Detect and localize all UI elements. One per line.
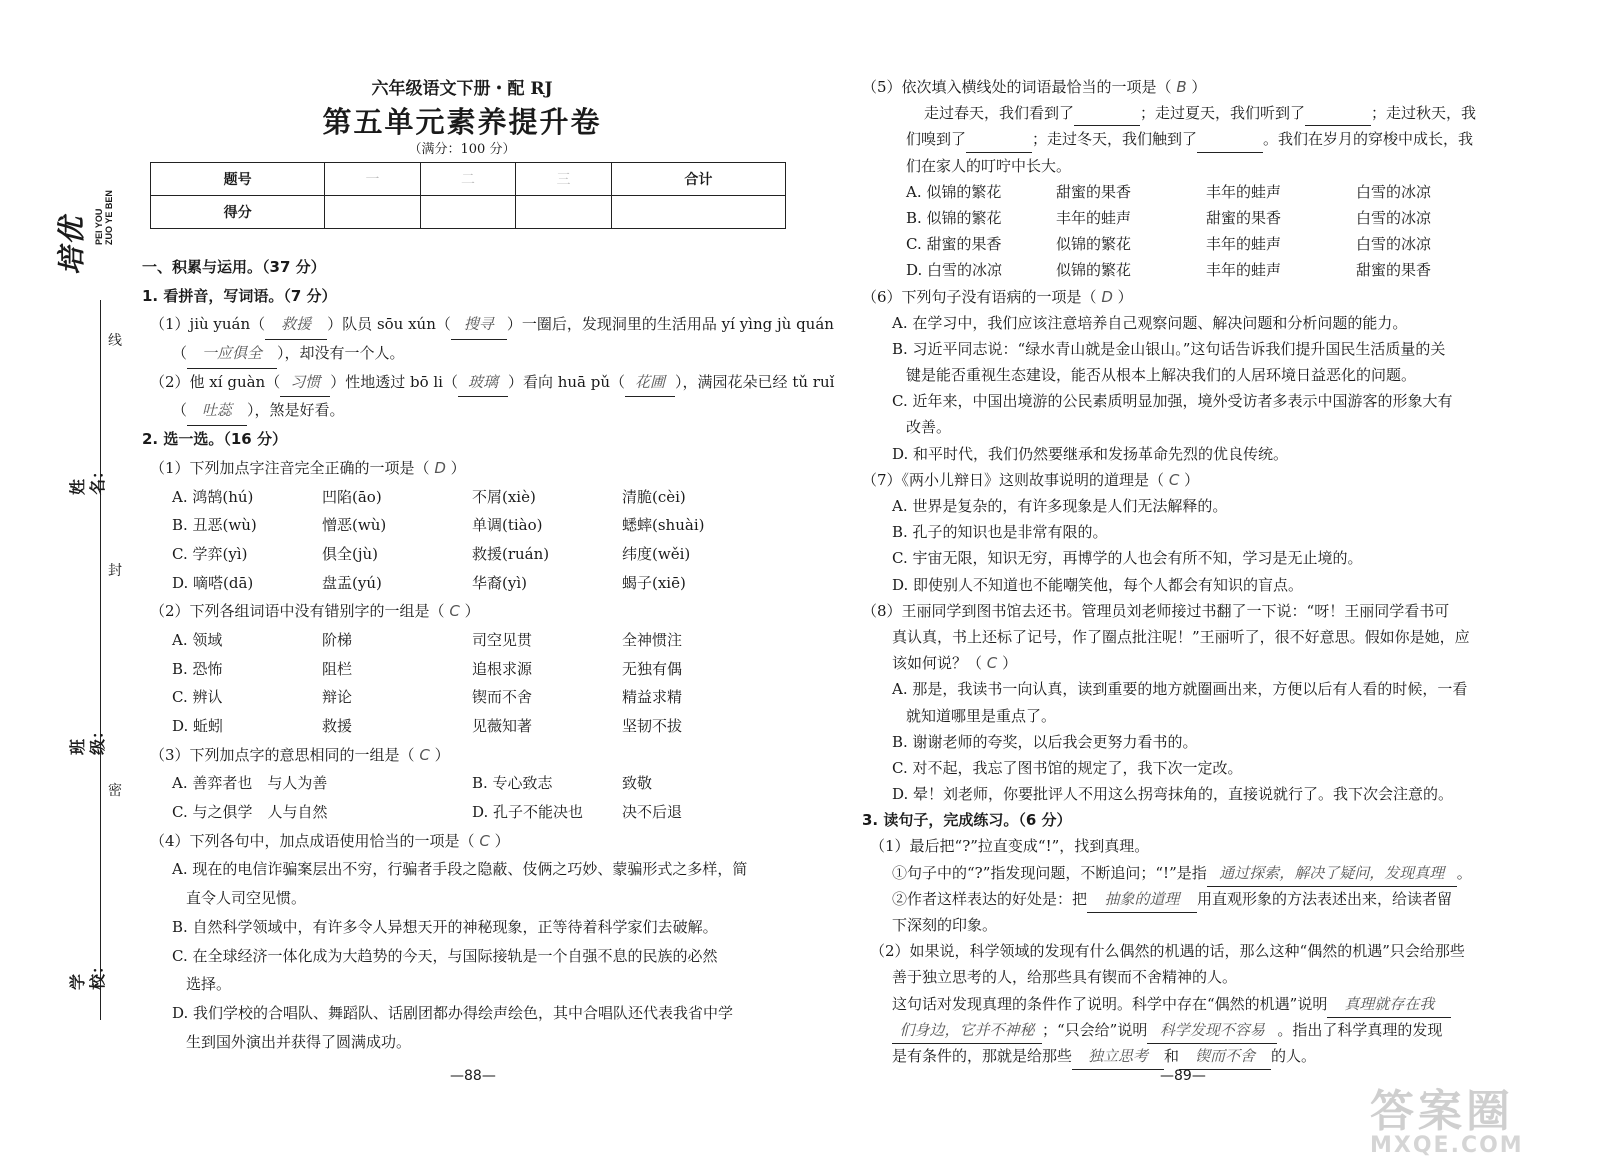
answer: C: [419, 745, 430, 764]
question-line: （2）他 xí guàn（ 习惯 ）性地透过 bō li（ 玻璃 ）看向 huā pǔ（ 花圃 ），满园花朵已经 tǔ ruǐ: [142, 368, 802, 397]
answer: 科学发现不容易: [1147, 1017, 1277, 1044]
answer: 吐蕊: [187, 396, 247, 426]
option-row: B. 恐怖 阻栏 追根求源 无独有偶: [172, 659, 683, 678]
option-line: B. 习近平同志说：“绿水青山就是金山银山。”这句话告诉我们提升国民生活质量的关: [892, 339, 1446, 358]
passage-line: 们在家人的叮咛中长大。: [906, 156, 1072, 175]
passage-line: 走过春天，我们看到了 ；走过夏天，我们听到了 ；走过秋天，我: [862, 100, 1512, 126]
score-input[interactable]: [611, 196, 785, 229]
mark-line: 线: [108, 333, 122, 349]
site-watermark: [1370, 1075, 1570, 1158]
score-table: [150, 162, 786, 229]
answer: C: [986, 654, 998, 673]
option-line: 就知道哪里是重点了。: [906, 706, 1057, 725]
question-line: （ 一应俱全 ），却没有一个人。: [142, 339, 802, 368]
option-line: C. 宇宙无限，知识无穷，再博学的人也会有所不知，学习是无止境的。: [892, 549, 1363, 568]
question-line: 们身边，它并不神秘 ；“只会给”说明 科学发现不容易 。指出了科学真理的发现: [862, 1017, 1512, 1043]
option-row: D. 蚯蚓 救援 见薇知著 坚韧不拔: [172, 717, 683, 735]
question-line: （ 吐蕊 ），煞是好看。: [142, 396, 802, 425]
option-line: B. 孔子的知识也是非常有限的。: [892, 523, 1108, 542]
question-line: ①句子中的“?”指发现问题，不断追问；“!”是指 通过探索，解决了疑问，发现真理 。: [862, 860, 1512, 886]
left-page: [142, 74, 835, 1056]
answer: B: [1176, 78, 1187, 96]
answer: 救援: [265, 310, 327, 340]
option-line: D. 即使别人不知道也不能嘲笑他，每个人都会有知识的盲点。: [892, 575, 1304, 594]
option-row: D. 白雪的冰凉 似锦的繁花 丰年的蛙声 甜蜜的果香: [906, 261, 1432, 280]
score-cell: 题号: [151, 163, 325, 196]
question-heading: 3. 读句子，完成练习。（6 分）: [862, 811, 1072, 830]
option-line: D. 晕！刘老师，你要批评人不用这么拐弯抹角的，直接说就行了。我下次会注意的。: [892, 785, 1454, 804]
sub-question: （1）下列加点字注音完全正确的一项是（ D ）: [150, 458, 466, 477]
answer: 玻璃: [458, 368, 508, 398]
right-page: [862, 74, 1512, 1069]
page-number-left: —88—: [450, 1068, 496, 1084]
sub-question: （6）下列句子没有语病的一项是（ D ）: [862, 287, 1133, 306]
answer: 习惯: [280, 368, 330, 398]
score-cell: 三: [516, 163, 612, 196]
answer: D: [1101, 287, 1113, 306]
question-line: （1）jiù yuán（ 救援 ）队员 sōu xún（ 搜寻 ）一圈后，发现洞里的生活用品 yí yìng jù quán: [142, 310, 802, 339]
option-row: C. 学弈(yì) 俱全(jù) 救援(ruán) 纬度(wěi): [172, 544, 691, 563]
option-line: C. 对不起，我忘了图书馆的规定了，我下次一定改。: [892, 758, 1243, 777]
option-line: B. 谢谢老师的夸奖，以后我会更努力看书的。: [892, 732, 1198, 751]
section-heading: 一、积累与运用。（37 分）: [142, 258, 326, 276]
question-line: ②作者这样表达的好处是：把 抽象的道理 用直观形象的方法表述出来，给读者留: [862, 886, 1512, 912]
answer: 一应俱全: [187, 339, 277, 369]
answer: 独立思考: [1072, 1043, 1164, 1070]
option-row: A. 鸿鹄(hú) 凹陷(āo) 不屑(xiè) 清脆(cèi): [172, 487, 686, 506]
label-name: 姓名：: [68, 462, 107, 495]
option-row: C. 甜蜜的果香 似锦的繁花 丰年的蛙声 白雪的冰凉: [906, 235, 1432, 254]
label-class: 班级：: [68, 722, 107, 755]
sub-question: （7）《两小儿辩日》这则故事说明的道理是（ C ）: [862, 470, 1200, 489]
binding-margin: [0, 0, 130, 1175]
sub-question: （2）下列各组词语中没有错别字的一组是（ C ）: [150, 602, 480, 621]
option-line: A. 现在的电信诈骗案层出不穷，行骗者手段之隐蔽、伎俩之巧妙、蒙骗形式之多样，简: [172, 860, 748, 879]
answer: 通过探索，解决了疑问，发现真理: [1207, 860, 1457, 887]
sub-question: （2）如果说，科学领域的发现有什么偶然的机遇的话，那么这种“偶然的机遇”只会给那些: [870, 942, 1465, 961]
answer: 们身边，它并不神秘: [892, 1017, 1042, 1044]
question-line: 善于独立思考的人，给那些具有锲而不舍精神的人。: [892, 968, 1238, 987]
watermark-url: MXQE.COM: [1370, 1133, 1524, 1158]
answer: C: [1168, 470, 1180, 489]
answer: 真理就存在我: [1327, 991, 1451, 1018]
option-line: 生到国外演出并获得了圆满成功。: [186, 1032, 412, 1051]
mark-seal: 封: [108, 563, 122, 579]
exam-title: 第五单元素养提升卷: [322, 105, 602, 139]
passage-line: 们嗅到了 ；走过冬天，我们触到了 。我们在岁月的穿梭中成长，我: [862, 126, 1512, 152]
option-line: B. 自然科学领域中，有许多令人异想天开的神秘现象，正等待着科学家们去破解。: [172, 917, 718, 936]
score-input[interactable]: [325, 196, 421, 229]
option-row: A. 善弈者也 与人为善 B. 专心致志 致敬: [172, 774, 653, 793]
label-school: 学校：: [68, 957, 107, 990]
question-line: 这句话对发现真理的条件作了说明。科学中存在“偶然的机遇”说明 真理就存在我: [862, 991, 1512, 1017]
option-row: A. 似锦的繁花 甜蜜的果香 丰年的蛙声 白雪的冰凉: [906, 182, 1432, 201]
option-row: B. 似锦的繁花 丰年的蛙声 甜蜜的果香 白雪的冰凉: [906, 208, 1432, 227]
option-row: A. 领域 阶梯 司空见贯 全神惯注: [172, 630, 683, 649]
score-input[interactable]: [516, 196, 612, 229]
sub-question: 该如何说？（ C ）: [892, 654, 1018, 673]
answer: 搜寻: [451, 310, 507, 340]
question-line: 是有条件的，那就是给那些 独立思考 和 锲而不舍 的人。: [862, 1043, 1512, 1069]
score-cell: 合计: [611, 163, 785, 196]
option-line: D. 我们学校的合唱队、舞蹈队、话剧团都办得绘声绘色，其中合唱队还代表我省中学: [172, 1003, 734, 1022]
sub-question: （5）依次填入横线处的词语最恰当的一项是（ B ）: [862, 78, 1207, 96]
question-line: 下深刻的印象。: [892, 916, 998, 934]
option-line: 直令人司空见惯。: [186, 889, 307, 908]
score-cell: 得分: [151, 196, 325, 229]
score-cell: 一: [325, 163, 421, 196]
brand-subtext: PEI YOU ZUO YE BEN: [94, 190, 114, 245]
full-marks: （满分：100 分）: [408, 142, 516, 157]
answer: D: [434, 458, 446, 477]
sub-question: 真认真，书上还标了记号，作了圈点批注呢！”王丽听了，很不好意思。假如你是她，应: [892, 627, 1470, 646]
watermark-logo: 答案圈: [1370, 1086, 1514, 1137]
sub-question: （8）王丽同学到图书馆去还书。管理员刘老师接过书翻了一下说：“呀！王丽同学看书可: [862, 601, 1450, 620]
option-line: 键是能否重视生态建设，能否从根本上解决我们的人居环境日益恶化的问题。: [906, 366, 1417, 385]
sub-question: （4）下列各句中，加点成语使用恰当的一项是（ C ）: [150, 831, 510, 850]
answer: C: [449, 602, 460, 621]
mark-secret: 密: [108, 783, 122, 799]
option-line: 改善。: [906, 418, 952, 437]
exam-subtitle: 六年级语文下册・配 RJ: [371, 79, 553, 99]
option-row: C. 与之俱学 人与自然 D. 孔子不能决也 决不后退: [172, 803, 683, 822]
option-row: B. 丑恶(wù) 憎恶(wù) 单调(tiào) 蟋蟀(shuài): [172, 516, 705, 535]
option-line: C. 近年来，中国出境游的公民素质明显加强，境外受访者多表示中国游客的形象大有: [892, 392, 1453, 411]
option-line: A. 在学习中，我们应该注意培养自己观察问题、解决问题和分析问题的能力。: [892, 313, 1408, 332]
option-line: D. 和平时代，我们仍然要继承和发扬革命先烈的优良传统。: [892, 444, 1289, 463]
option-row: D. 嘀嗒(dā) 盘盂(yú) 华裔(yì) 蝎子(xiē): [172, 573, 686, 592]
sub-question: （1）最后把“?”拉直变成“!”，找到真理。: [870, 837, 1150, 856]
score-input[interactable]: [420, 196, 516, 229]
option-line: A. 世界是复杂的，有许多现象是人们无法解释的。: [892, 497, 1228, 515]
option-line: C. 在全球经济一体化成为大趋势的今天，与国际接轨是一个自强不息的民族的必然: [172, 946, 718, 965]
brand-logo: [50, 125, 120, 285]
option-line: A. 那是，我读书一向认真，读到重要的地方就圈画出来，方便以后有人看的时候，一看: [892, 680, 1468, 699]
answer: 花圃: [625, 368, 675, 398]
question-heading: 1. 看拼音，写词语。（7 分）: [142, 286, 337, 305]
answer: C: [479, 831, 490, 850]
score-value-row: [151, 196, 786, 229]
score-header-row: [151, 163, 786, 196]
question-heading: 2. 选一选。（16 分）: [142, 430, 287, 449]
binding-line: [100, 300, 101, 1020]
option-row: C. 辨认 辩论 锲而不舍 精益求精: [172, 688, 683, 707]
brand-name: 培优: [55, 214, 88, 275]
option-line: 选择。: [186, 975, 232, 994]
sub-question: （3）下列加点字的意思相同的一组是（ C ）: [150, 745, 450, 764]
answer: 锲而不舍: [1179, 1043, 1271, 1070]
page-number-right: —89—: [1160, 1068, 1206, 1084]
answer: 抽象的道理: [1087, 886, 1197, 913]
score-cell: 二: [420, 163, 516, 196]
